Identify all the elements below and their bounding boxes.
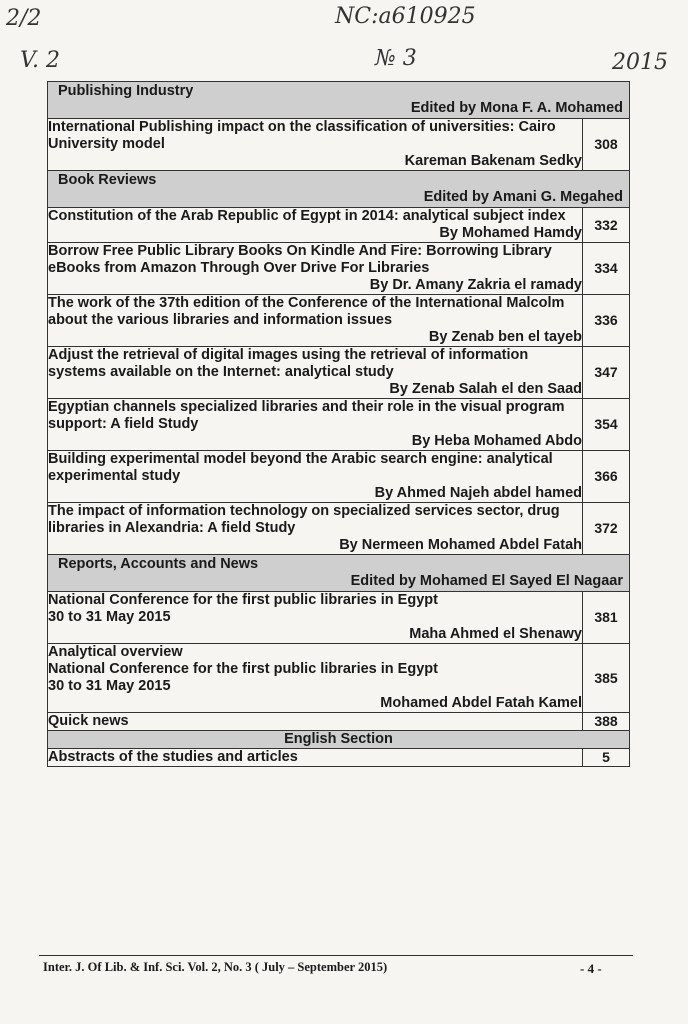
- article-author: By Nermeen Mohamed Abdel Fatah: [339, 537, 582, 553]
- article-page-number: 334: [583, 243, 630, 295]
- section-title: Book Reviews: [58, 172, 157, 188]
- article-author: By Heba Mohamed Abdo: [411, 433, 582, 449]
- quick-news-page: 388: [583, 713, 630, 731]
- article-entry: [48, 243, 583, 295]
- article-page-number: 308: [583, 119, 630, 171]
- article-author: Mohamed Abdel Fatah Kamel: [380, 695, 582, 711]
- footer-citation: Inter. J. Of Lib. & Inf. Sci. Vol. 2, No. 3 ( July – September 2015): [43, 960, 388, 974]
- article-entry: [48, 451, 583, 503]
- abstracts-label: Abstracts of the studies and articles: [48, 749, 583, 767]
- article-row: [48, 119, 630, 171]
- article-author: By Zenab ben el tayeb: [428, 329, 582, 345]
- section-header: [48, 555, 630, 592]
- article-title: The work of the 37th edition of the Conference of the International Malcolm about the various libraries and information issues: [48, 295, 565, 328]
- section-header-row: [48, 82, 630, 119]
- article-author: By Mohamed Hamdy: [439, 225, 582, 241]
- english-section-heading: English Section: [48, 731, 630, 749]
- article-page-number: 336: [583, 295, 630, 347]
- handwritten-catalog-number: NC:a610925: [335, 4, 476, 29]
- abstracts-row: [48, 749, 630, 767]
- article-title: Analytical overview National Conference for the first public libraries in Egypt 30 to 31 May 2015: [48, 644, 438, 694]
- article-entry: [48, 503, 583, 555]
- article-entry: [48, 592, 583, 644]
- article-title: Constitution of the Arab Republic of Egypt in 2014: analytical subject index: [48, 208, 566, 224]
- article-row: [48, 347, 630, 399]
- article-entry: [48, 119, 583, 171]
- article-title: The impact of information technology on specialized services sector, drug libraries in Alexandria: A field Study: [48, 503, 560, 536]
- article-title: Borrow Free Public Library Books On Kindle And Fire: Borrowing Library eBooks from Amazon Through Over Drive For Libraries: [48, 243, 552, 276]
- section-editor: Edited by Mohamed El Sayed El Nagaar: [350, 573, 623, 589]
- abstracts-page: 5: [583, 749, 630, 767]
- article-author: Kareman Bakenam Sedky: [404, 153, 582, 169]
- article-entry: [48, 644, 583, 713]
- article-page-number: 347: [583, 347, 630, 399]
- article-title: Egyptian channels specialized libraries and their role in the visual program support: A field Study: [48, 399, 565, 432]
- article-author: By Dr. Amany Zakria el ramady: [369, 277, 582, 293]
- section-title: Publishing Industry: [58, 83, 194, 99]
- section-title: Reports, Accounts and News: [58, 556, 259, 572]
- english-section-row: [48, 731, 630, 749]
- handwritten-page-fraction: 2/2: [6, 6, 42, 31]
- handwritten-issue-number: № 3: [375, 46, 417, 71]
- article-page-number: 372: [583, 503, 630, 555]
- handwritten-year: 2015: [612, 50, 668, 75]
- article-row: [48, 644, 630, 713]
- article-page-number: 381: [583, 592, 630, 644]
- article-row: [48, 208, 630, 243]
- section-editor: Edited by Mona F. A. Mohamed: [410, 100, 623, 116]
- article-page-number: 385: [583, 644, 630, 713]
- article-row: [48, 592, 630, 644]
- footer-page-number: - 4 -: [580, 961, 602, 976]
- section-header-row: [48, 555, 630, 592]
- article-title: Building experimental model beyond the Arabic search engine: analytical experimental study: [48, 451, 553, 484]
- section-header: [48, 82, 630, 119]
- handwritten-volume: V. 2: [20, 48, 61, 73]
- article-author: By Ahmed Najeh abdel hamed: [374, 485, 582, 501]
- article-page-number: 366: [583, 451, 630, 503]
- quick-news-label: Quick news: [48, 713, 583, 731]
- section-editor: Edited by Amani G. Megahed: [423, 189, 623, 205]
- article-row: [48, 503, 630, 555]
- article-title: National Conference for the first public libraries in Egypt 30 to 31 May 2015: [48, 592, 438, 625]
- article-author: Maha Ahmed el Shenawy: [409, 626, 582, 642]
- article-author: By Zenab Salah el den Saad: [389, 381, 582, 397]
- article-entry: [48, 347, 583, 399]
- table-of-contents: [47, 81, 630, 767]
- article-page-number: 332: [583, 208, 630, 243]
- section-header-row: [48, 171, 630, 208]
- footer-rule: [39, 955, 633, 956]
- section-header: [48, 171, 630, 208]
- article-row: [48, 243, 630, 295]
- article-entry: [48, 399, 583, 451]
- article-title: International Publishing impact on the classification of universities: Cairo University model: [48, 119, 556, 152]
- quick-news-row: [48, 713, 630, 731]
- article-row: [48, 295, 630, 347]
- article-title: Adjust the retrieval of digital images using the retrieval of information systems available on the Internet: analytical study: [48, 347, 529, 380]
- article-entry: [48, 295, 583, 347]
- article-row: [48, 451, 630, 503]
- article-entry: [48, 208, 583, 243]
- article-row: [48, 399, 630, 451]
- article-page-number: 354: [583, 399, 630, 451]
